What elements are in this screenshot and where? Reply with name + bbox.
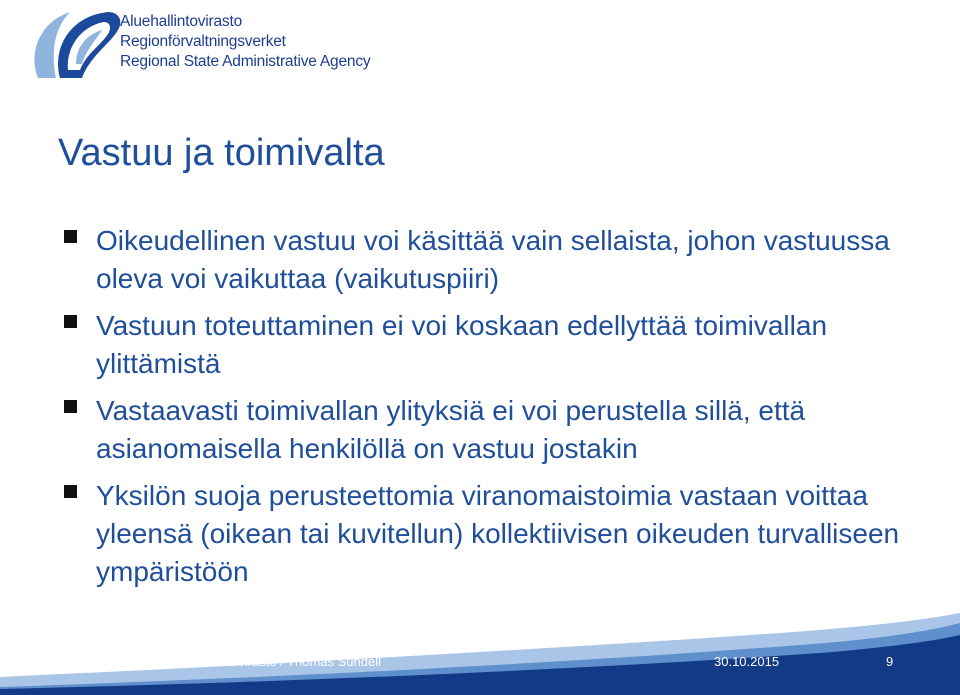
square-bullet-icon: [64, 315, 77, 328]
bullet-item: [62, 222, 942, 298]
footer-organization: Länsi- ja Sisä-Suomen aluehallintovirasto / Thomas Sundell: [38, 654, 382, 669]
footer-wave-band: [0, 605, 960, 695]
square-bullet-icon: [64, 485, 77, 498]
org-name-en: Regional State Administrative Agency: [120, 53, 371, 70]
organization-names: [120, 12, 370, 72]
slide-title: Vastuu ja toimivalta: [58, 132, 385, 174]
org-name-sv: Regionförvaltningsverket: [120, 33, 286, 50]
bullet-list: [62, 222, 942, 600]
agency-logo-icon: [26, 6, 126, 80]
bullet-text: Vastuun toteuttaminen ei voi koskaan edellyttää toimivallan ylittämistä: [96, 310, 828, 379]
org-name-fi: Aluehallintovirasto: [120, 13, 242, 30]
bullet-text: Oikeudellinen vastuu voi käsittää vain sellaista, johon vastuussa oleva voi vaikuttaa (vaikutuspiiri): [96, 225, 890, 294]
footer-date: 30.10.2015: [714, 654, 780, 669]
page-number: 9: [886, 654, 894, 669]
bullet-item: [62, 477, 942, 591]
bullet-text: Vastaavasti toimivallan ylityksiä ei voi perustella sillä, että asianomaisella henkilöllä on vastuu jostakin: [96, 395, 806, 464]
bullet-item: [62, 307, 942, 383]
bullet-item: [62, 392, 942, 468]
square-bullet-icon: [64, 230, 77, 243]
bullet-text: Yksilön suoja perusteettomia viranomaistoimia vastaan voittaa yleensä (oikean tai kuvitellun) kollektiivisen oikeuden turvalliseen ympäristöön: [96, 480, 900, 587]
square-bullet-icon: [64, 400, 77, 413]
